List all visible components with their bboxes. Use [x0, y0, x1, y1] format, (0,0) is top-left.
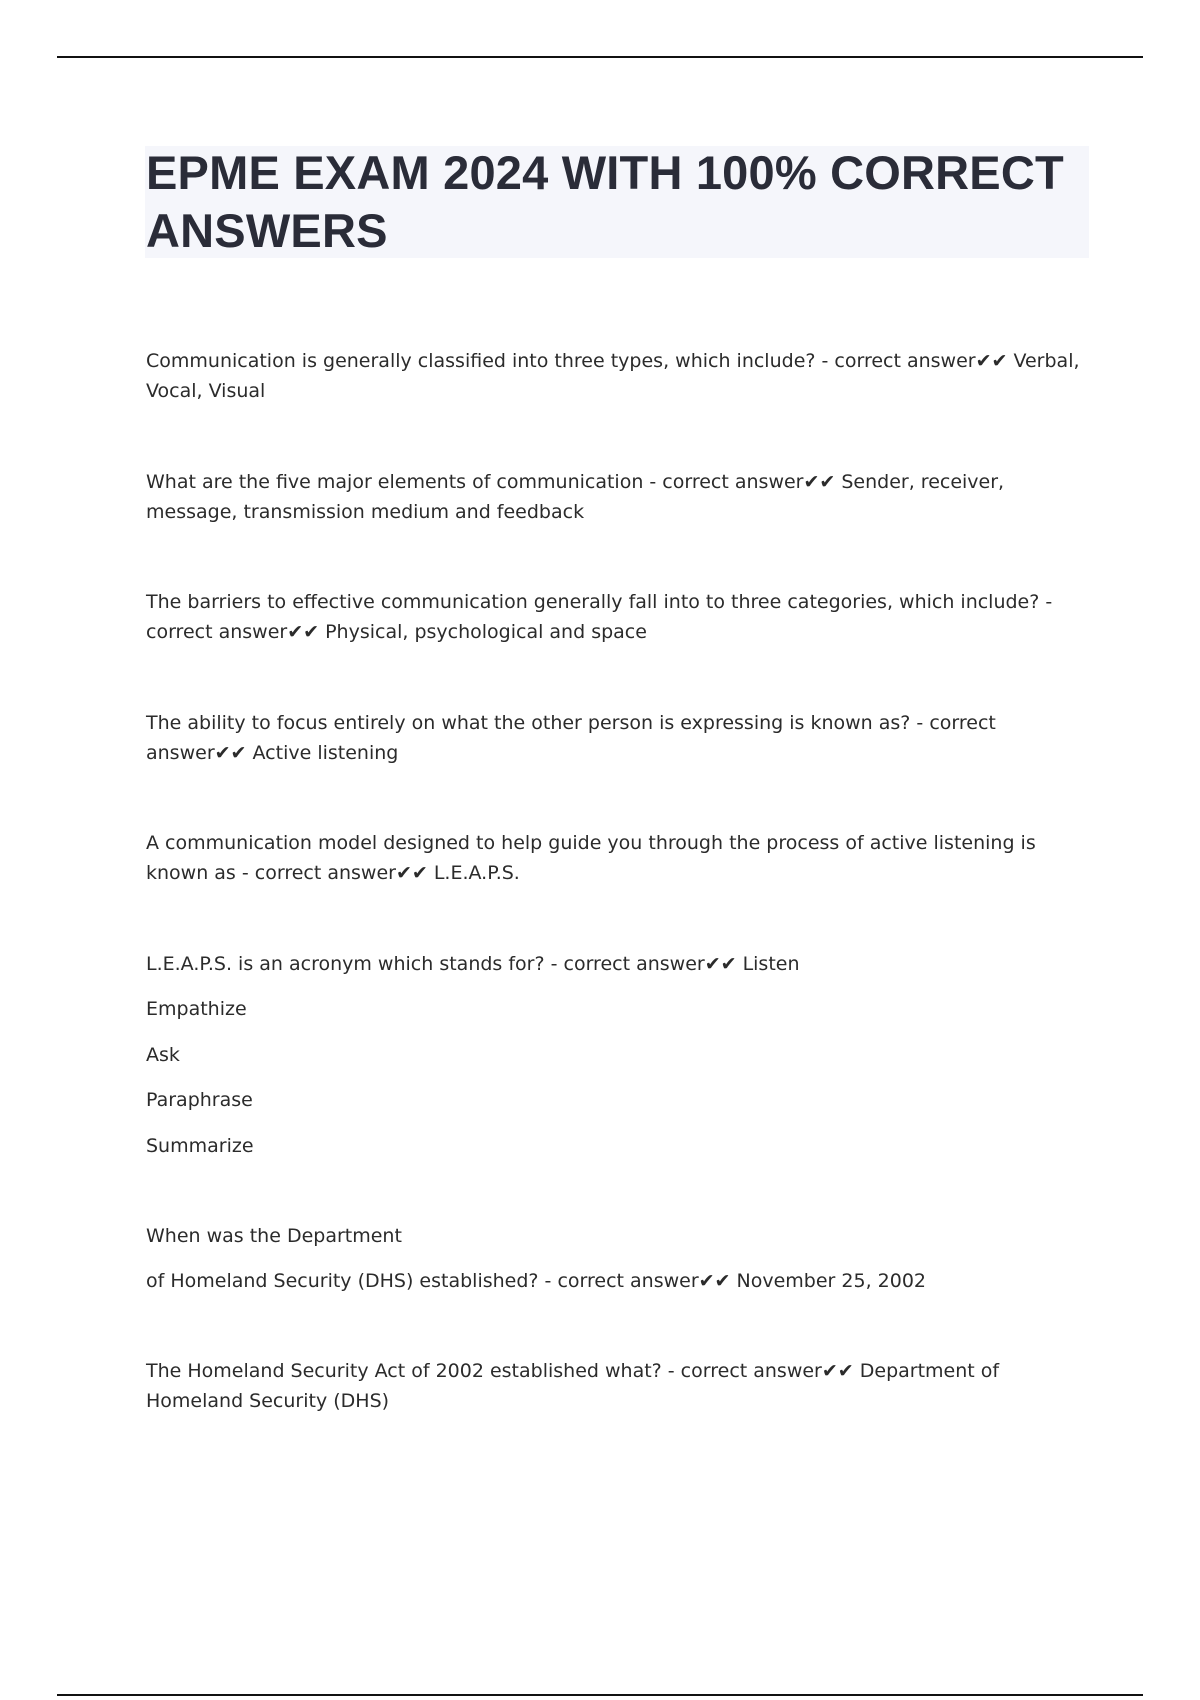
leaps-item-empathize: Empathize	[146, 998, 247, 1020]
document-title: EPME EXAM 2024 WITH 100% CORRECT ANSWERS	[146, 146, 1064, 257]
qa-item-leaps: L.E.A.P.S. is an acronym which stands for? - correct answer✔✔ Listen	[146, 953, 800, 975]
qa-item: What are the five major elements of communication - correct answer✔✔ Sender, receiver, message, transmission medium and feedback	[146, 471, 1005, 523]
bottom-rule	[57, 1694, 1143, 1696]
qa-item: The ability to focus entirely on what the other person is expressing is known as? - correct answer✔✔ Active listening	[146, 712, 996, 764]
qa-item: The Homeland Security Act of 2002 established what? - correct answer✔✔ Department of Homeland Security (DHS)	[146, 1360, 1000, 1412]
qa-item: Communication is generally classified into three types, which include? - correct answer✔✔ Verbal, Vocal, Visual	[146, 350, 1080, 402]
qa-item-dhs-line1: When was the Department	[146, 1225, 402, 1247]
top-rule	[57, 56, 1143, 58]
leaps-item-paraphrase: Paraphrase	[146, 1089, 253, 1111]
leaps-item-summarize: Summarize	[146, 1135, 254, 1157]
leaps-item-ask: Ask	[146, 1044, 180, 1066]
qa-item: The barriers to effective communication generally fall into to three categories, which include? - correct answer✔✔ Physical, psychological and space	[146, 591, 1053, 643]
qa-item: A communication model designed to help guide you through the process of active listening is known as - correct answer✔✔ L.E.A.P.S.	[146, 832, 1036, 884]
qa-item-dhs-line2: of Homeland Security (DHS) established? - correct answer✔✔ November 25, 2002	[146, 1270, 927, 1292]
